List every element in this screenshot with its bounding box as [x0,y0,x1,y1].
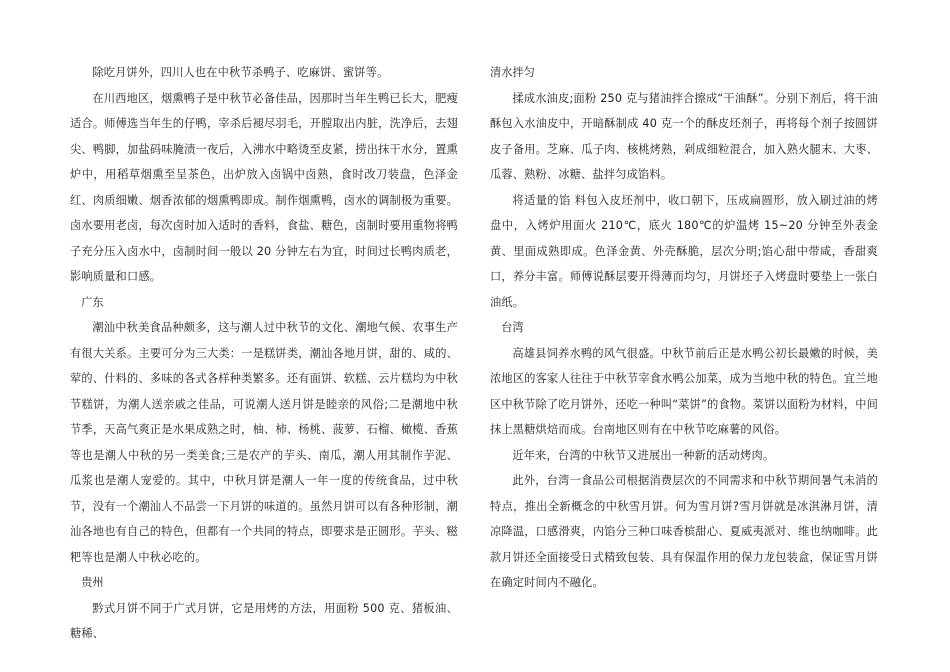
paragraph-guizhou-mooncake: 黔式月饼不同于广式月饼，它是用烤的方法，用面粉 500 克、猪板油、糖稀、 [70,601,458,640]
paragraph-chaoshan: 潮汕中秋美食品种颇多，这与潮人过中秋节的文化、潮地气候、农事生产有很大关系。主要可分为三大类：一是糕饼类，潮汕各地月饼，甜的、咸的、荤的、什料的、多味的各式各样种类繁多。还有面饼、软糕、云片糕均为中秋节糕饼，为潮人送亲戚之佳品，可说潮人送月饼是睦亲的风俗;二是潮地中秋节季，天高气爽正是水果成熟之时，柚、柿、杨桃、菠萝、石榴、橄榄、香蕉等也是潮人中秋的另一类美食;三是农产的芋头、南瓜，潮人用其制作芋泥、瓜浆也是潮人宠爱的。其中，中秋月饼是潮人一年一度的传统食品，过中秋节，没有一个潮汕人不品尝一下月饼的味道的。虽然月饼可以有各种形制，潮汕各地也有自己的特色，但都有一个共同的特点，即要求是正圆形。芋头、糍粑等也是潮人中秋必吃的。 [70,321,458,564]
paragraph-baking: 将适量的馅 料包入皮坯剂中，收口朝下，压成扁圆形，放入刷过油的烤盘中，入烤炉用面火 210℃，底火 180℃的炉温烤 15~20 分钟至外表金黄、里面成熟即成。色泽金黄、外壳酥脆，层次分明;馅心甜中带咸，香甜爽口，养分丰富。师傅说酥层要开得薄而均匀，月饼坯子入烤盘时要垫上一张白油纸。 [490,193,878,309]
paragraph-taiwan-bbq: 近年来，台湾的中秋节又进展出一种新的活动烤肉。 [512,448,775,462]
continued-text-qingshui: 清水拌匀 [490,66,535,79]
section-heading-guangdong: 广东 [81,295,104,309]
section-heading-guizhou: 贵州 [81,576,104,589]
paragraph-sichuan-intro: 除吃月饼外，四川人也在中秋节杀鸭子、吃麻饼、蜜饼等。 [92,66,389,79]
right-column [490,60,878,596]
section-heading-taiwan: 台湾 [501,321,524,334]
paragraph-snow-mooncake: 此外，台湾一食品公司根据消费层次的不同需求和中秋节期间暑气未消的特点，推出全新概念的中秋雪月饼。何为雪月饼?雪月饼就是冰淇淋月饼，清凉降温，口感滑爽，内馅分三种口味香槟甜心、夏威夷派对、维也纳咖啡。此款月饼还全面接受日式精致包装、具有保温作用的保力龙包装盒，保证雪月饼在确定时间内不融化。 [490,474,878,589]
paragraph-taiwan-duck: 高雄县饲养水鸭的风气很盛。中秋节前后正是水鸭公初长最嫩的时候，美浓地区的客家人往往于中秋节宰食水鸭公加菜，成为当地中秋的特色。宜兰地区中秋节除了吃月饼外，还吃一种叫“菜饼”的食物。菜饼以面粉为材料，中间抹上黑糖烘焙而成。台南地区则有在中秋节吃麻薯的风俗。 [490,346,878,436]
paragraph-smoked-duck: 在川西地区，烟熏鸭子是中秋节必备佳品，因那时当年生鸭已长大，肥瘦适合。师傅选当年生的仔鸭，宰杀后褪尽羽毛，开膛取出内脏，洗净后，去翅尖、鸭脚，加盐码味腌渍一夜后，入沸水中略烫至皮紧，捞出抹干水分，置熏炉中，用稻草烟熏至呈茶色，出炉放入卤锅中卤熟，食时改刀装盘，色泽金红、肉质细嫩、烟香浓郁的烟熏鸭即成。制作烟熏鸭，卤水的调制极为重要。卤水要用老卤，每次卤时加入适时的香料，食盐、糖色，卤制时要用重物将鸭子充分压入卤水中，卤制时间一般以 20 分钟左右为宜，时间过长鸭肉质老，影响质量和口感。 [70,91,458,283]
paragraph-pastry-dough: 揉成水油皮;面粉 250 克与猪油拌合擦成“干油酥”。分别下剂后，将干油酥包入水油皮中，开暗酥制成 40 克一个的酥皮坯剂子，再将每个剂子按圆饼皮子备用。芝麻、瓜子肉、核桃烤熟，剁成细粒混合，加入熟火腿末、大枣、瓜蓉、熟粉、冰糖、盐拌匀成馅料。 [490,91,878,181]
left-column [70,60,458,647]
